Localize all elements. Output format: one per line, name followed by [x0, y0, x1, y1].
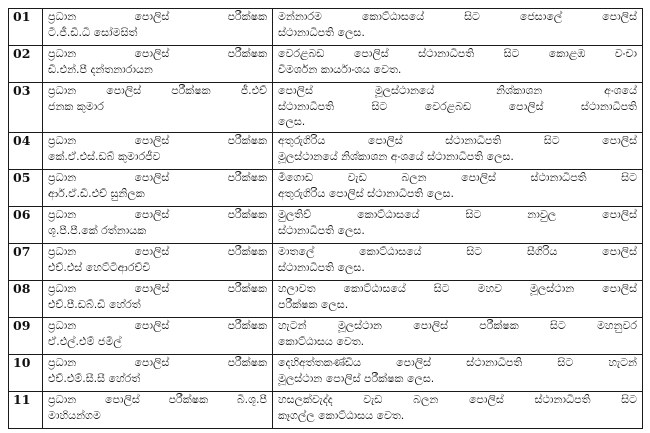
table-row — [9, 170, 643, 207]
transfer-details-cell — [273, 244, 643, 281]
transfer-details-line: මූලස්ථානයේ නිශ්කාශන අංශයේ ස්ථානාධිපති ලෙස. — [278, 149, 514, 163]
officer-name-cell — [43, 318, 273, 355]
officer-name-line: ශූ.පී.පී.කේ රත්නායක — [48, 223, 147, 237]
officer-name-line: කේ.ඒ.එස්.ඩබ් කුමාරජීව — [48, 149, 161, 163]
row-number: 08 — [9, 281, 43, 318]
transfer-table-document — [8, 8, 642, 426]
officer-name-line: ප්‍රධාන පොලිස් පරීක්ෂක — [48, 10, 267, 23]
row-number: 07 — [9, 244, 43, 281]
officer-name-line: ප්‍රධාන පොලිස් පරීක්ෂක — [48, 245, 267, 258]
table-row — [9, 83, 643, 133]
officer-name-line: ටී.ජී.ඩී.ධී සෝමසිත් — [48, 25, 138, 39]
transfer-details-line: දෙහිඅත්තකණ්ඩිය පොලිස් ස්ථානාධිපති සිට හැටන් — [278, 356, 637, 369]
transfer-details-line: මුලතිව් කොට්ඨාසයේ සිට නාවුල පොලිස් — [278, 208, 637, 221]
transfer-details-line: හැටන් මූලස්ථාන පොලිස් පරීක්ෂක සිට මහනුවර — [278, 319, 637, 332]
officer-name-line: ප්‍රධාන පොලිස් පරීක්ෂක — [48, 171, 267, 184]
officer-name-cell — [43, 9, 273, 46]
transfer-details-line: මීගොඩ වැඩ බලන පොලිස් ස්ථානාධිපති සිට — [278, 171, 637, 184]
transfer-details-line: ස්ථානාධිපති ලෙස. — [278, 25, 365, 39]
officer-name-cell — [43, 83, 273, 133]
transfer-table-body — [9, 9, 643, 429]
table-row — [9, 318, 643, 355]
officer-name-cell — [43, 392, 273, 429]
transfer-table — [8, 8, 643, 429]
row-number: 11 — [9, 392, 43, 429]
officer-name-cell — [43, 207, 273, 244]
row-number: 01 — [9, 9, 43, 46]
officer-name-line: ප්‍රධාන පොලිස් පරීක්ෂක — [48, 208, 267, 221]
row-number: 05 — [9, 170, 43, 207]
transfer-details-line: කෑගල්ල කොට්ඨාසය වෙත. — [278, 408, 405, 422]
transfer-details-line: වෙරළබඩ පොලිස් ස්ථානාධිපති සිට කොළඹ වංචා — [278, 47, 637, 60]
table-row — [9, 9, 643, 46]
transfer-details-line: මාතලේ කොට්ඨාසයේ සිට සීගිරිය පොලිස් — [278, 245, 637, 258]
officer-name-line: ප්‍රධාන පොලිස් පරීක්ෂක — [48, 134, 267, 147]
officer-name-line: එච්.පී.ඩබ්.ඩී හේරත් — [48, 297, 141, 311]
transfer-details-cell — [273, 207, 643, 244]
table-row — [9, 46, 643, 83]
officer-name-line: ප්‍රධාන පොලිස් පරීක්ෂක — [48, 282, 267, 295]
transfer-details-cell — [273, 281, 643, 318]
officer-name-cell — [43, 244, 273, 281]
transfer-details-line: පොලිස් මූලස්ථානයේ නිශ්කාශන අංශයේ — [278, 84, 637, 97]
transfer-details-cell — [273, 318, 643, 355]
table-row — [9, 281, 643, 318]
transfer-details-cell — [273, 133, 643, 170]
row-number: 09 — [9, 318, 43, 355]
table-row — [9, 207, 643, 244]
officer-name-line: ප්‍රධාන පොලිස් පරීක්ෂක බී.ශූ.පී — [48, 393, 267, 406]
officer-name-line: ජනක කුමාර — [48, 99, 104, 113]
table-row — [9, 244, 643, 281]
row-number: 04 — [9, 133, 43, 170]
row-number: 03 — [9, 83, 43, 133]
officer-name-cell — [43, 170, 273, 207]
officer-name-line: ප්‍රධාන පොලිස් පරීක්ෂක ජී.එච් — [48, 84, 267, 97]
officer-name-cell — [43, 355, 273, 392]
transfer-details-line: ස්ථානාධිපති ලෙස. — [278, 260, 365, 274]
transfer-details-line: කොට්ඨාසය වෙත. — [278, 334, 365, 348]
transfer-details-cell — [273, 46, 643, 83]
row-number: 10 — [9, 355, 43, 392]
officer-name-line: ආර්.ඒ.ඩී.එච් සුනිලක — [48, 186, 145, 200]
officer-name-line: එච්.එම්.සී.සී හේරත් — [48, 371, 141, 385]
transfer-details-line: ස්ථානාධිපති සිට වෙරළබඩ පොලිස් ස්ථානාධිපති — [278, 99, 637, 113]
table-row — [9, 355, 643, 392]
transfer-details-line: හසලක්වැද්ද වැඩ බලන පොලිස් ස්ථානාධිපති සිට — [278, 393, 637, 406]
row-number: 02 — [9, 46, 43, 83]
officer-name-line: එච්.එස් හෙට්ටිආරච්චි — [48, 260, 151, 274]
officer-name-line: මාහියන්ගම — [48, 408, 101, 422]
table-row — [9, 392, 643, 429]
transfer-details-cell — [273, 392, 643, 429]
transfer-details-cell — [273, 9, 643, 46]
transfer-details-line: විමර්ශන කාර්යාංශය වෙත. — [278, 62, 402, 76]
transfer-details-line: ලෙස. — [278, 115, 306, 128]
transfer-details-line: පරීක්ෂක ලෙස. — [278, 297, 349, 311]
transfer-details-line: ස්ථානාධිපති ලෙස. — [278, 223, 365, 237]
officer-name-line: ඩී.එන්.පී දන්තනාරායන — [48, 62, 153, 76]
officer-name-line: ප්‍රධාන පොලිස් පරීක්ෂක — [48, 47, 267, 60]
transfer-details-cell — [273, 83, 643, 133]
officer-name-cell — [43, 133, 273, 170]
officer-name-line: ප්‍රධාන පොලිස් පරීක්ෂක — [48, 319, 267, 332]
table-row — [9, 133, 643, 170]
transfer-details-line: හලාවත කොට්ඨාසයේ සිට මහව මූලස්ථාන පොලිස් — [278, 282, 637, 295]
transfer-details-cell — [273, 355, 643, 392]
officer-name-line: ඒ.එල්.එම් ජමීල් — [48, 334, 122, 348]
row-number: 06 — [9, 207, 43, 244]
transfer-details-line: අතුරුගිරිය පොලිස් ස්ථානාධිපති සිට පොලිස් — [278, 134, 637, 147]
transfer-details-line: මන්නාරම කොට්ඨාසයේ සිට ජෙසාලේ පොලිස් — [278, 10, 637, 23]
transfer-details-line: මූලස්ථාන පොලිස් පරීක්ෂක ලෙස. — [278, 371, 435, 385]
officer-name-cell — [43, 281, 273, 318]
officer-name-line: ප්‍රධාන පොලිස් පරීක්ෂක — [48, 356, 267, 369]
transfer-details-line: අතුරුගිරිය පොලිස් ස්ථානාධිපති ලෙස. — [278, 186, 455, 200]
officer-name-cell — [43, 46, 273, 83]
transfer-details-cell — [273, 170, 643, 207]
